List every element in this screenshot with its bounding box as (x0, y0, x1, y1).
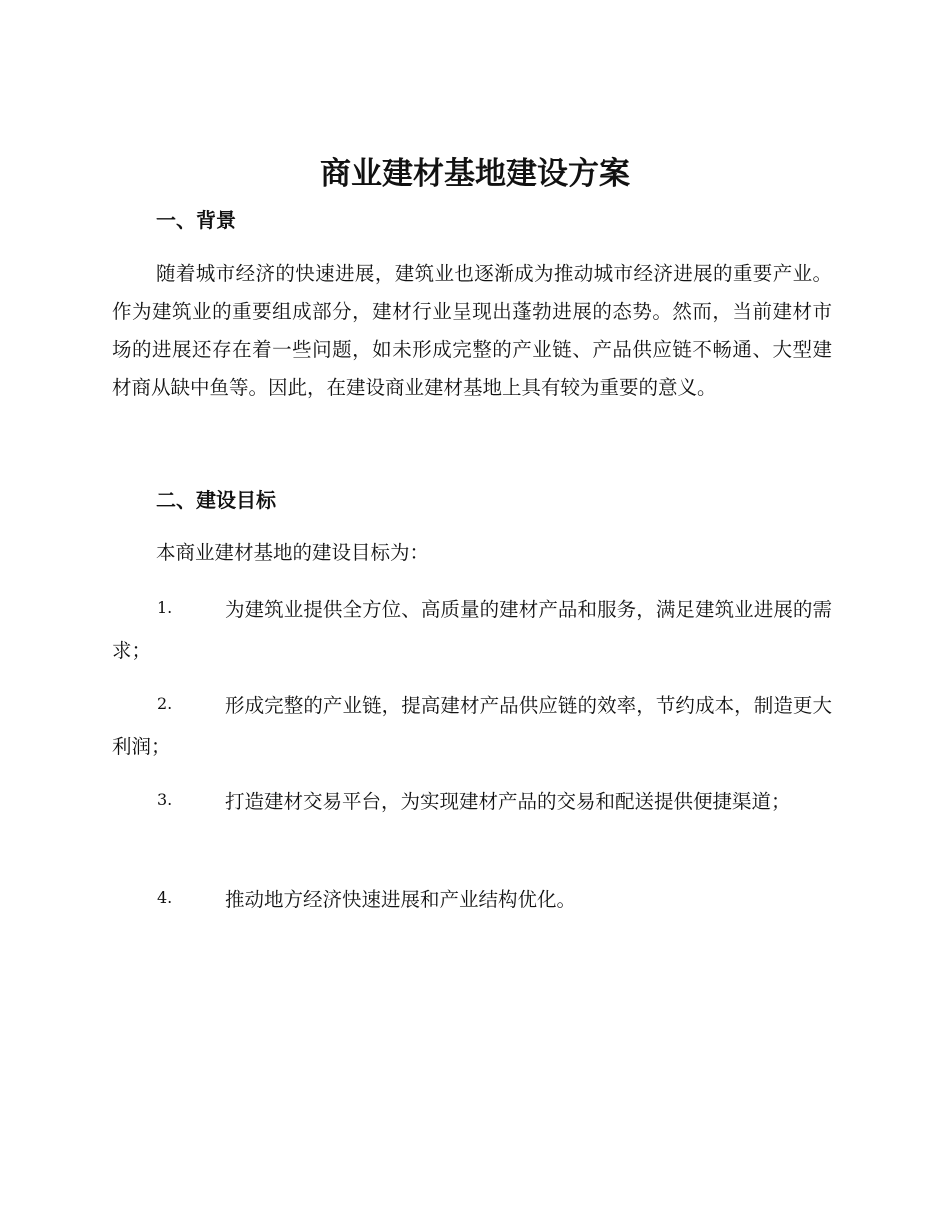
goal-list-item (112, 685, 832, 767)
goal-list-item (112, 781, 832, 822)
goal-number: 2. (157, 694, 173, 713)
goal-list-item (112, 589, 832, 671)
goals-lead-text: 本商业建材基地的建设目标为： (156, 541, 430, 564)
goal-text: 为建筑业提供全方位、高质量的建材产品和服务，满足建筑业进展的需求； (112, 598, 832, 662)
section-heading-background: 一、背景 (156, 208, 236, 232)
section-heading-goals: 二、建设目标 (156, 488, 276, 512)
goal-list-item (112, 879, 832, 920)
goal-text: 推动地方经济快速进展和产业结构优化。 (225, 888, 577, 911)
goal-text: 形成完整的产业链，提高建材产品供应链的效率，节约成本，制造更大利润； (112, 694, 832, 758)
document-title: 商业建材基地建设方案 (320, 156, 630, 192)
goal-number: 4. (157, 888, 173, 907)
background-paragraph: 随着城市经济的快速进展，建筑业也逐渐成为推动城市经济进展的重要产业。作为建筑业的重要组成部分，建材行业呈现出蓬勃进展的态势。然而，当前建材市场的进展还存在着一些问题，如未形成完整的产业链、产品供应链不畅通、大型建材商从缺中鱼等。因此，在建设商业建材基地上具有较为重要的意义。 (112, 262, 832, 399)
goal-number: 1. (157, 598, 173, 617)
goal-number: 3. (157, 790, 173, 809)
goal-text: 打造建材交易平台，为实现建材产品的交易和配送提供便捷渠道； (225, 790, 791, 813)
